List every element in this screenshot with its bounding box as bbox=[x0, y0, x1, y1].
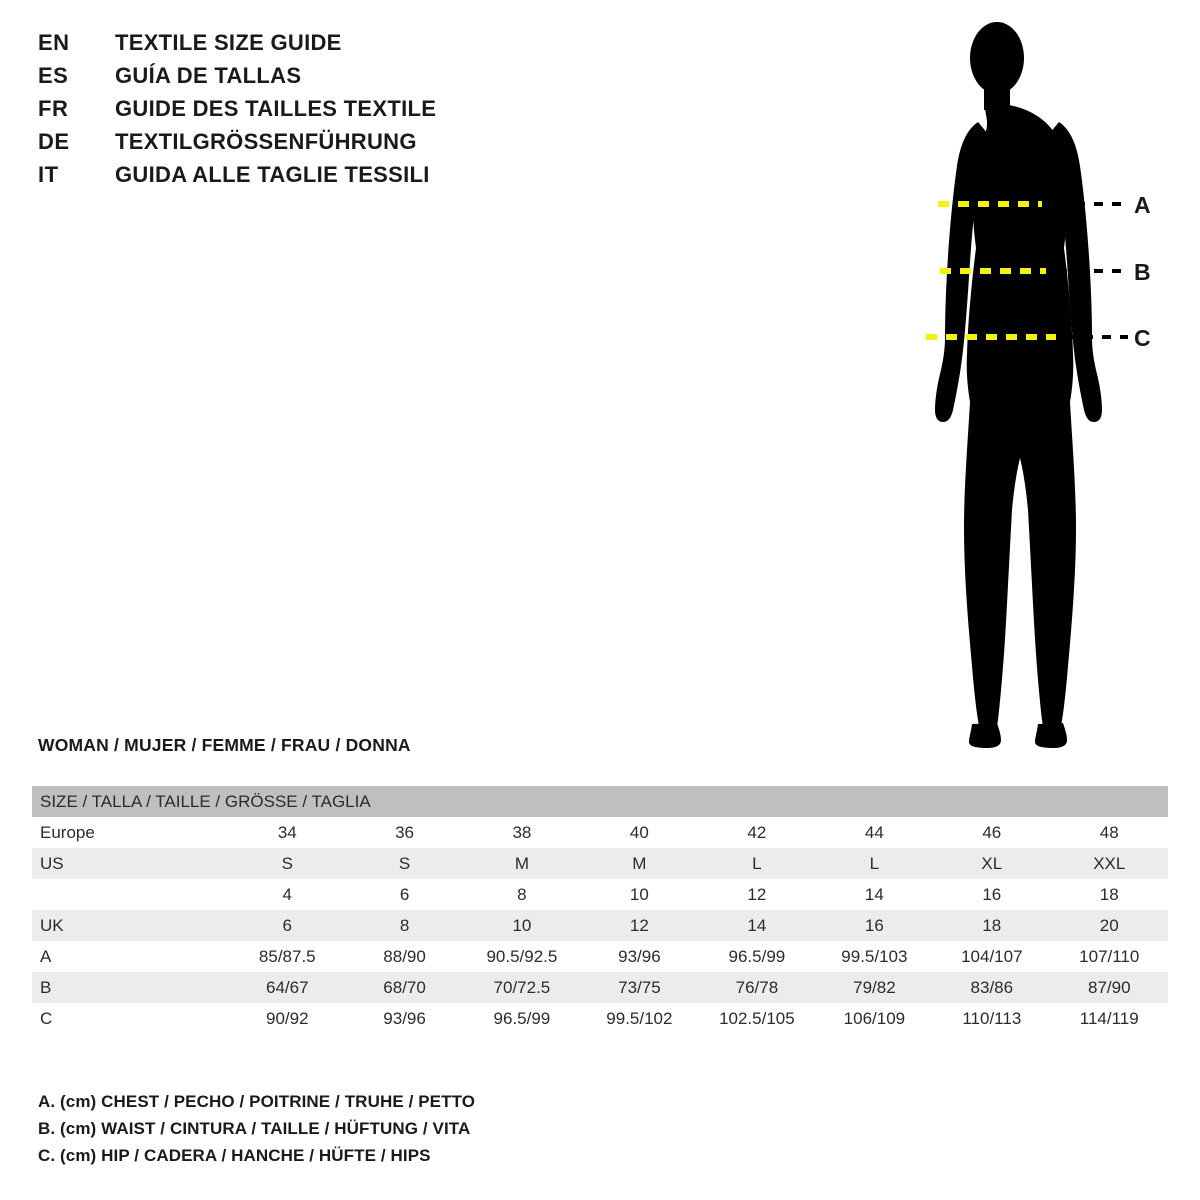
footnote-a: A. (cm) CHEST / PECHO / POITRINE / TRUHE / PETTO bbox=[38, 1092, 476, 1111]
cell-c-5: 102.5/105 bbox=[698, 1003, 816, 1034]
cell-us-1: S bbox=[229, 848, 346, 879]
cell-b-6: 79/82 bbox=[816, 972, 933, 1003]
cell-europe-8: 48 bbox=[1051, 817, 1168, 848]
cell-c-8: 114/119 bbox=[1051, 1003, 1168, 1034]
table-row bbox=[32, 910, 1168, 941]
measure-label-b: B bbox=[1134, 259, 1151, 285]
title-block bbox=[38, 30, 558, 195]
title-text-it: GUIDA ALLE TAGLIE TESSILI bbox=[115, 162, 430, 187]
cell-uk-4: 12 bbox=[581, 910, 698, 941]
cell-usnum-7: 16 bbox=[933, 879, 1050, 910]
title-row-de bbox=[38, 129, 558, 162]
cell-a-5: 96.5/99 bbox=[698, 941, 816, 972]
cell-c-3: 96.5/99 bbox=[463, 1003, 581, 1034]
table-row bbox=[32, 972, 1168, 1003]
title-lang-fr: FR bbox=[38, 96, 69, 121]
table-row bbox=[32, 817, 1168, 848]
row-label-us-numeric bbox=[32, 879, 229, 910]
cell-a-1: 85/87.5 bbox=[229, 941, 346, 972]
cell-b-1: 64/67 bbox=[229, 972, 346, 1003]
table-header-row bbox=[32, 786, 1168, 817]
table-row bbox=[32, 1003, 1168, 1034]
cell-a-6: 99.5/103 bbox=[816, 941, 933, 972]
title-text-en: TEXTILE SIZE GUIDE bbox=[115, 30, 342, 55]
title-lang-en: EN bbox=[38, 30, 70, 55]
cell-us-5: L bbox=[698, 848, 816, 879]
cell-usnum-6: 14 bbox=[816, 879, 933, 910]
cell-europe-5: 42 bbox=[698, 817, 816, 848]
cell-b-5: 76/78 bbox=[698, 972, 816, 1003]
cell-c-4: 99.5/102 bbox=[581, 1003, 698, 1034]
title-row-fr bbox=[38, 96, 558, 129]
cell-usnum-1: 4 bbox=[229, 879, 346, 910]
measure-label-c: C bbox=[1134, 325, 1151, 351]
table-row bbox=[32, 941, 1168, 972]
cell-usnum-4: 10 bbox=[581, 879, 698, 910]
cell-uk-8: 20 bbox=[1051, 910, 1168, 941]
cell-usnum-2: 6 bbox=[346, 879, 463, 910]
cell-europe-3: 38 bbox=[463, 817, 581, 848]
cell-b-8: 87/90 bbox=[1051, 972, 1168, 1003]
cell-a-7: 104/107 bbox=[933, 941, 1050, 972]
measure-label-group bbox=[860, 18, 1190, 748]
cell-europe-7: 46 bbox=[933, 817, 1050, 848]
cell-c-7: 110/113 bbox=[933, 1003, 1050, 1034]
cell-uk-1: 6 bbox=[229, 910, 346, 941]
cell-b-3: 70/72.5 bbox=[463, 972, 581, 1003]
cell-us-6: L bbox=[816, 848, 933, 879]
silhouette-figure bbox=[860, 18, 1190, 748]
cell-us-7: XL bbox=[933, 848, 1050, 879]
title-text-fr: GUIDE DES TAILLES TEXTILE bbox=[115, 96, 437, 121]
title-row-en bbox=[38, 30, 558, 63]
cell-a-4: 93/96 bbox=[581, 941, 698, 972]
title-row-es bbox=[38, 63, 558, 96]
cell-uk-5: 14 bbox=[698, 910, 816, 941]
cell-usnum-8: 18 bbox=[1051, 879, 1168, 910]
cell-usnum-3: 8 bbox=[463, 879, 581, 910]
cell-c-6: 106/109 bbox=[816, 1003, 933, 1034]
row-label-us: US bbox=[32, 848, 229, 879]
cell-b-2: 68/70 bbox=[346, 972, 463, 1003]
title-lang-es: ES bbox=[38, 63, 69, 88]
cell-b-4: 73/75 bbox=[581, 972, 698, 1003]
cell-a-3: 90.5/92.5 bbox=[463, 941, 581, 972]
cell-us-3: M bbox=[463, 848, 581, 879]
cell-c-1: 90/92 bbox=[229, 1003, 346, 1034]
title-lang-de: DE bbox=[38, 129, 70, 154]
cell-us-2: S bbox=[346, 848, 463, 879]
title-lang-it: IT bbox=[38, 162, 59, 187]
cell-us-4: M bbox=[581, 848, 698, 879]
cell-europe-1: 34 bbox=[229, 817, 346, 848]
row-label-c: C bbox=[32, 1003, 229, 1034]
row-label-uk: UK bbox=[32, 910, 229, 941]
title-text-es: GUÍA DE TALLAS bbox=[115, 63, 302, 88]
row-label-europe: Europe bbox=[32, 817, 229, 848]
measure-label-a: A bbox=[1134, 192, 1151, 218]
table-header-label: SIZE / TALLA / TAILLE / GRÖSSE / TAGLIA bbox=[32, 786, 1168, 817]
table-row bbox=[32, 848, 1168, 879]
footnote-b: B. (cm) WAIST / CINTURA / TAILLE / HÜFTUNG / VITA bbox=[38, 1119, 471, 1138]
row-label-a: A bbox=[32, 941, 229, 972]
cell-usnum-5: 12 bbox=[698, 879, 816, 910]
title-row-it bbox=[38, 162, 558, 195]
footnote-block bbox=[38, 1088, 738, 1169]
row-label-b: B bbox=[32, 972, 229, 1003]
cell-europe-6: 44 bbox=[816, 817, 933, 848]
size-table bbox=[32, 786, 1168, 1034]
cell-uk-3: 10 bbox=[463, 910, 581, 941]
cell-europe-2: 36 bbox=[346, 817, 463, 848]
table-row bbox=[32, 879, 1168, 910]
cell-uk-7: 18 bbox=[933, 910, 1050, 941]
cell-a-8: 107/110 bbox=[1051, 941, 1168, 972]
cell-uk-6: 16 bbox=[816, 910, 933, 941]
cell-uk-2: 8 bbox=[346, 910, 463, 941]
cell-us-8: XXL bbox=[1051, 848, 1168, 879]
cell-b-7: 83/86 bbox=[933, 972, 1050, 1003]
cell-c-2: 93/96 bbox=[346, 1003, 463, 1034]
cell-a-2: 88/90 bbox=[346, 941, 463, 972]
footnote-c: C. (cm) HIP / CADERA / HANCHE / HÜFTE / HIPS bbox=[38, 1146, 431, 1165]
cell-europe-4: 40 bbox=[581, 817, 698, 848]
title-text-de: TEXTILGRÖSSENFÜHRUNG bbox=[115, 129, 417, 154]
section-heading-woman: WOMAN / MUJER / FEMME / FRAU / DONNA bbox=[38, 735, 411, 755]
